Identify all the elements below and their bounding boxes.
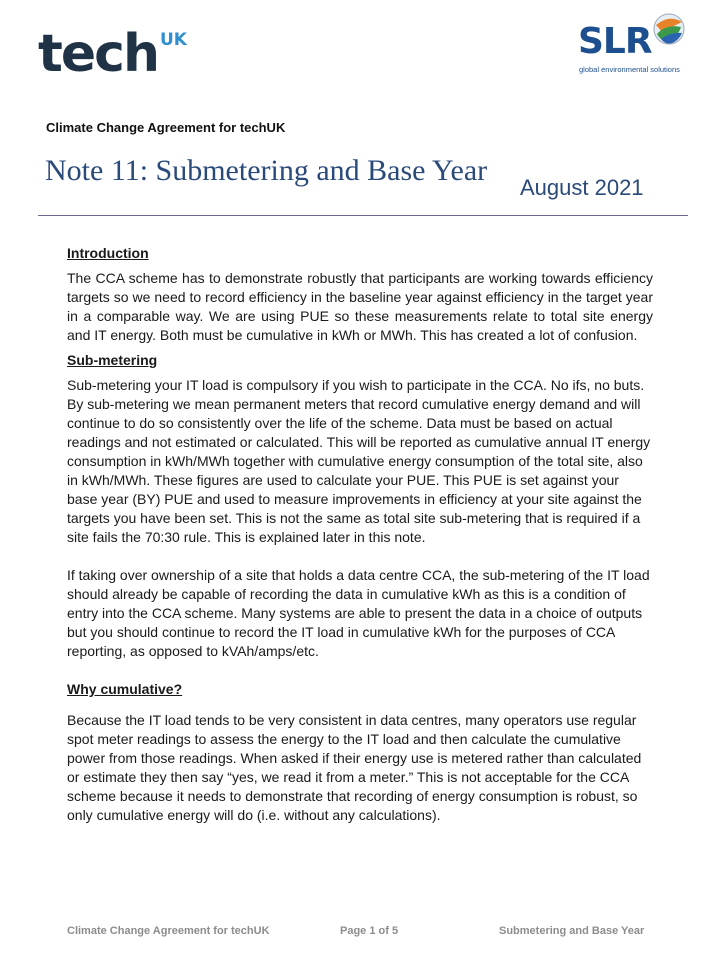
slr-logo-main: SLR <box>578 21 652 62</box>
footer-page-number: Page 1 of 5 <box>340 925 399 937</box>
page-title: Note 11: Submetering and Base Year <box>45 154 488 187</box>
globe-icon <box>652 12 686 46</box>
techuk-logo-main: tech <box>38 24 158 84</box>
document-kicker: Climate Change Agreement for techUK <box>46 120 286 135</box>
section-heading-introduction: Introduction <box>67 245 149 261</box>
document-date: August 2021 <box>520 175 644 200</box>
section-heading-submetering: Sub-metering <box>67 352 158 368</box>
paragraph-submetering-2: If taking over ownership of a site that holds a data centre CCA, the sub-metering of the IT load should already be capable of recording the data in cumulative kWh as this is a condition of entry into the CCA scheme. Many systems are able to present the data in a choice of outputs but you should continue to record the IT load in cumulative kWh for the purposes of CCA reporting, as opposed to kVAh/amps/etc. <box>67 567 650 659</box>
paragraph-submetering-1: Sub-metering your IT load is compulsory if you wish to participate in the CCA. No ifs, no buts. By sub-metering we mean permanent meters that record cumulative energy demand and will continue to do so consistently over the life of the scheme. Data must be based on actual readings and not estimated or calculated. This will be reported as cumulative annual IT energy consumption in kWh/MWh together with cumulative energy consumption of the total site, also in kWh/MWh. These figures are used to calculate your PUE. This PUE is set against your base year (BY) PUE and used to measure improvements in efficiency at your site against the targets you have been set. This is not the same as total site sub-metering that is required if a site fails the 70:30 rule. This is explained later in this note. <box>67 377 651 545</box>
slr-logo <box>578 12 688 78</box>
title-divider <box>38 215 688 216</box>
paragraph-introduction: The CCA scheme has to demonstrate robustly that participants are working towards efficiency targets so we need to record efficiency in the baseline year against efficiency in the target year in a comparable way. We are using PUE so these measurements relate to total site energy and IT energy. Both must be cumulative in kWh or MWh. This has created a lot of confusion. <box>67 270 653 343</box>
section-heading-why-cumulative: Why cumulative? <box>67 681 183 697</box>
footer-left: Climate Change Agreement for techUK <box>67 925 270 937</box>
slr-tagline: global environmental solutions <box>579 65 680 74</box>
techuk-logo-sup: UK <box>159 30 187 50</box>
document-body <box>67 244 653 825</box>
paragraph-why-cumulative: Because the IT load tends to be very consistent in data centres, many operators use regular spot meter readings to assess the energy to the IT load and then calculate the cumulative power from those readings. When asked if their energy use is metered rather than calculated or estimate they then say “yes, we read it from a meter.” This is not acceptable for the CCA scheme because it needs to demonstrate that recording of energy consumption is robust, so only cumulative energy will do (i.e. without any calculations). <box>67 712 642 823</box>
techuk-logo <box>38 24 187 84</box>
footer-right: Submetering and Base Year <box>499 925 645 937</box>
